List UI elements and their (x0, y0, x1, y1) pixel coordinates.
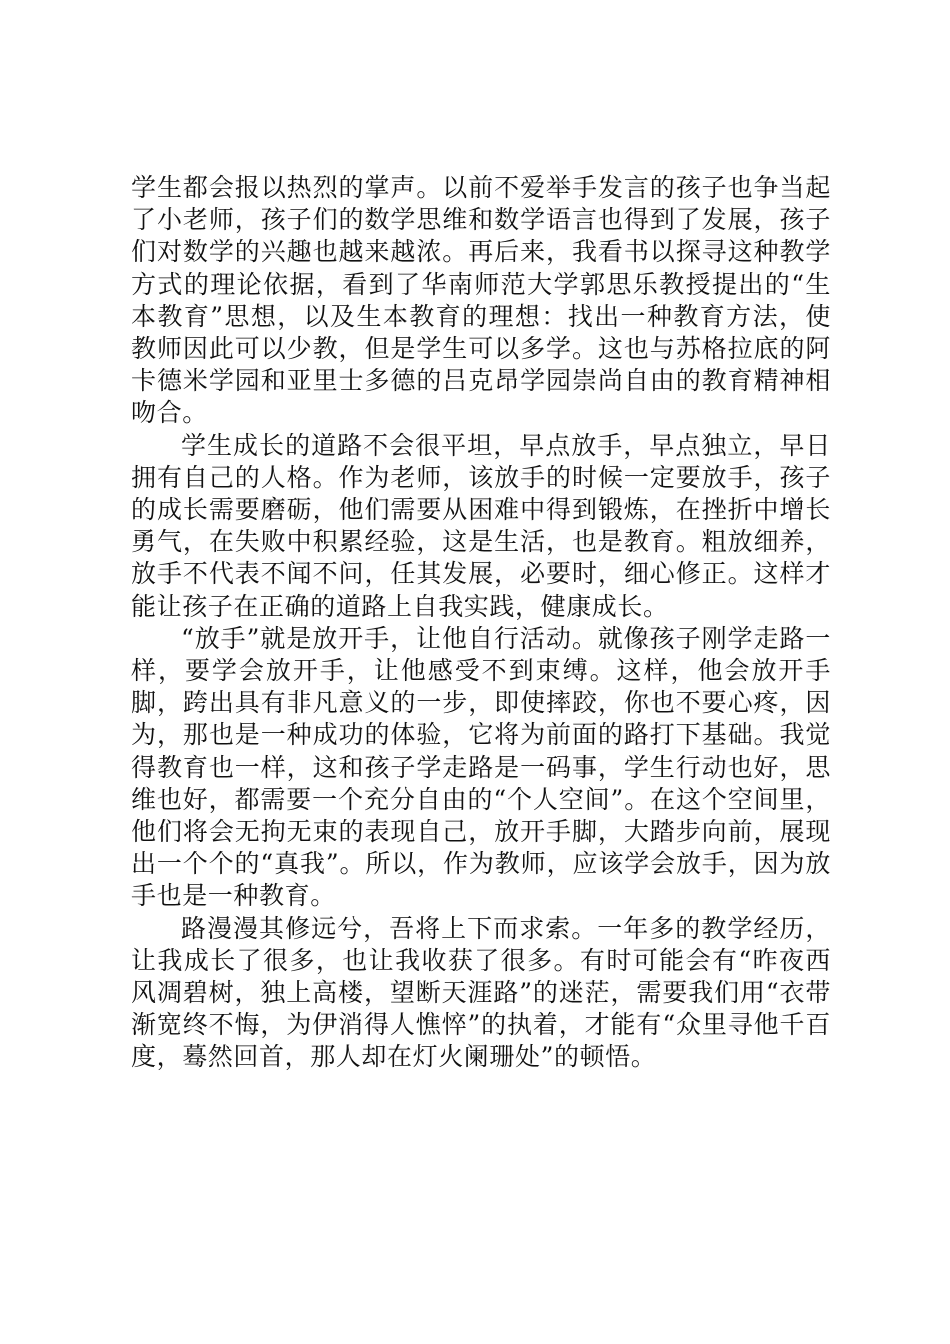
paragraph-2: 学生成长的道路不会很平坦，早点放手，早点独立，早日拥有自己的人格。作为老师，该放手的时候一定要放手，孩子的成长需要磨砺，他们需要从困难中得到锻炼，在挫折中增长勇气，在失败中积累经验，这是生活，也是教育。粗放细养，放手不代表不闻不问，任其发展，必要时，细心修正。这样才能让孩子在正确的道路上自我实践，健康成长。 (131, 430, 831, 621)
paragraph-1: 学生都会报以热烈的掌声。以前不爱举手发言的孩子也争当起了小老师，孩子们的数学思维和数学语言也得到了发展，孩子们对数学的兴趣也越来越浓。再后来，我看书以探寻这种教学方式的理论依据，看到了华南师范大学郭思乐教授提出的“生本教育”思想，以及生本教育的理想：找出一种教育方法，使教师因此可以少教，但是学生可以多学。这也与苏格拉底的阿卡德米学园和亚里士多德的吕克昂学园崇尚自由的教育精神相吻合。 (131, 173, 831, 428)
body-text (131, 172, 831, 1074)
paragraph-3: “放手”就是放开手，让他自行活动。就像孩子刚学走路一样，要学会放开手，让他感受不到束缚。这样，他会放开手脚，跨出具有非凡意义的一步，即使摔跤，你也不要心疼，因为，那也是一种成功的体验，它将为前面的路打下基础。我觉得教育也一样，这和孩子学走路是一码事，学生行动也好，思维也好，都需要一个充分自由的“个人空间”。在这个空间里，他们将会无拘无束的表现自己，放开手脚，大踏步向前，展现出一个个的“真我”。所以，作为教师，应该学会放手，因为放手也是一种教育。 (131, 623, 831, 911)
paragraph-4: 路漫漫其修远兮，吾将上下而求索。一年多的教学经历，让我成长了很多，也让我收获了很多。有时可能会有“昨夜西风凋碧树，独上高楼，望断天涯路”的迷茫，需要我们用“衣带渐宽终不悔，为伊消得人憔悴”的执着，才能有“众里寻他千百度，蓦然回首，那人却在灯火阑珊处”的顿悟。 (131, 913, 831, 1072)
